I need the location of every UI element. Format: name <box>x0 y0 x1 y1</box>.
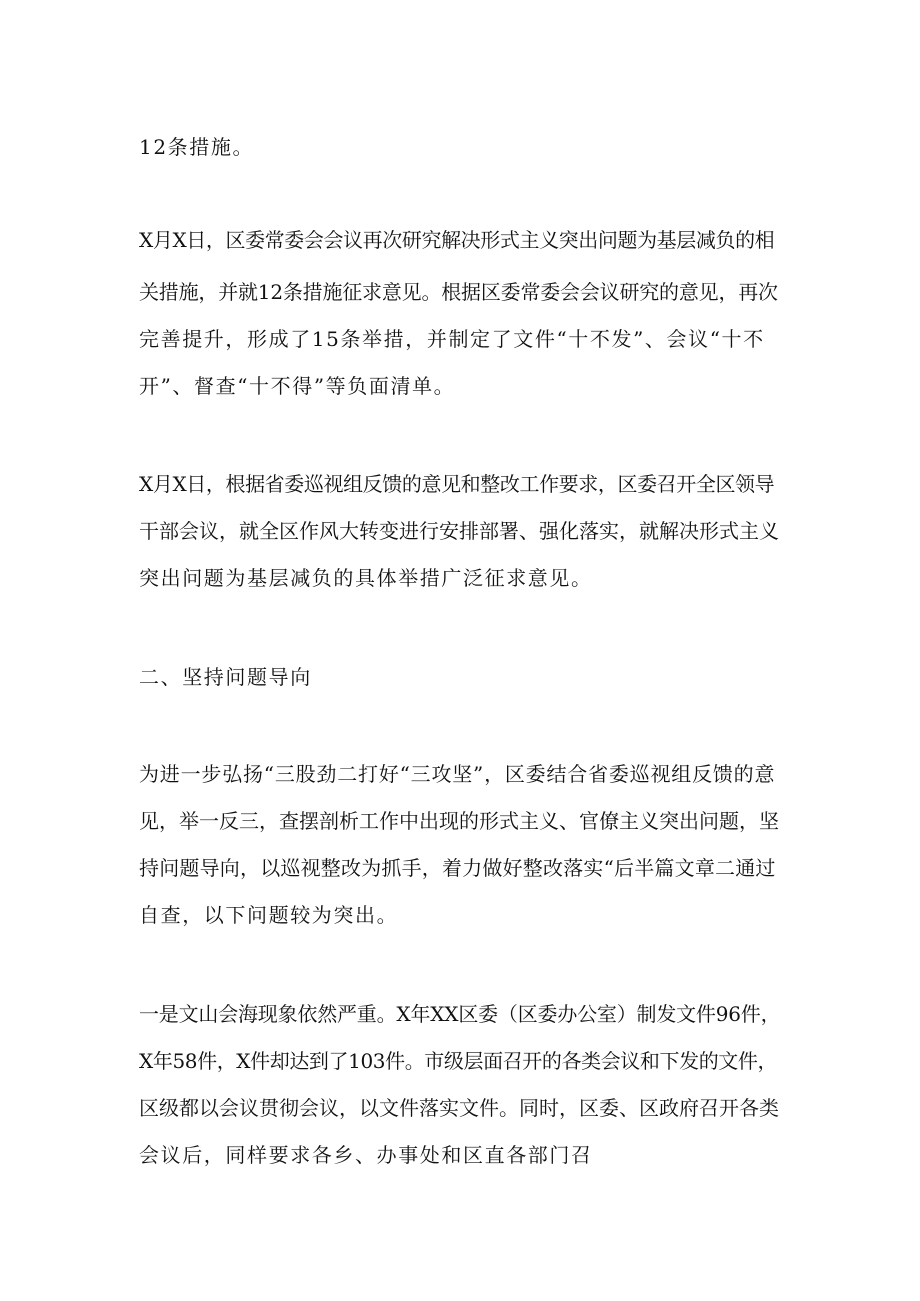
text-line: X年58件，X件却达到了103件。市级层面召开的各类会议和下发的文件， <box>139 1049 778 1073</box>
text-line: 区级都以会议贯彻会议，以文件落实文件。同时，区委、区政府召开各类 <box>139 1096 779 1120</box>
text-line: 完善提升，形成了15条举措，并制定了文件“十不发”、会议“十不 <box>139 327 765 351</box>
text-line: 持问题导向，以巡视整改为抓手，着力做好整改落实“后半篇文章二通过 <box>139 856 776 880</box>
text-line: X月X日，区委常委会会议再次研究解决形式主义突出问题为基层减负的相 <box>139 228 775 252</box>
text-line: 见，举一反三，查摆剖析工作中出现的形式主义、官僚主义突出问题，坚 <box>139 809 779 833</box>
text-line: 自查，以下问题较为突出。 <box>139 903 399 927</box>
text-line: 关措施，并就12条措施征求意见。根据区委常委会会议研究的意见，再次 <box>139 280 778 304</box>
text-line: 为进一步弘扬“三股劲二打好“三攻坚”，区委结合省委巡视组反馈的意 <box>139 762 776 786</box>
text-line: 一是文山会海现象依然严重。X年XX区委（区委办公室）制发文件96件， <box>139 1002 781 1026</box>
text-line: 干部会议，就全区作风大转变进行安排部署、强化落实，就解决形式主义 <box>139 519 779 543</box>
text-line: 12条措施。 <box>139 135 255 159</box>
text-line: X月X日，根据省委巡视组反馈的意见和整改工作要求，区委召开全区领导 <box>139 472 775 496</box>
section-heading: 二、坚持问题导向 <box>139 665 312 689</box>
text-line: 会议后，同样要求各乡、办事处和区直各部门召 <box>139 1143 593 1167</box>
text-line: 开”、督查“十不得”等负面清单。 <box>139 374 456 398</box>
text-line: 突出问题为基层减负的具体举措广泛征求意见。 <box>139 566 593 590</box>
